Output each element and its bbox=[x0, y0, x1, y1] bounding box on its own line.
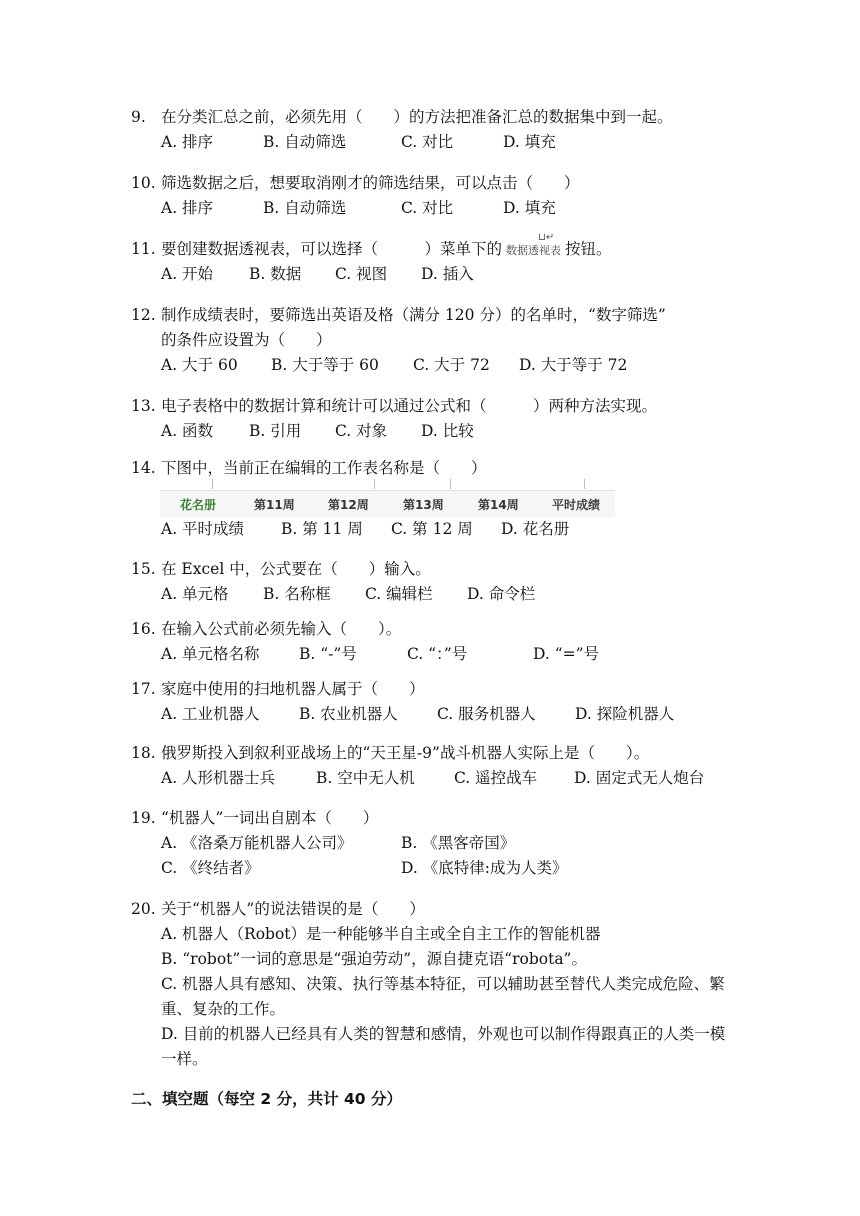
option-d: D. 插入 bbox=[421, 265, 474, 283]
option-d: D. 探险机器人 bbox=[575, 705, 675, 723]
section-title: 二、填空题（每空 2 分，共计 40 分） bbox=[131, 1090, 402, 1108]
options-row bbox=[131, 353, 741, 378]
option-a: A. 人形机器士兵 bbox=[161, 769, 276, 787]
option-b: B. 大于等于 60 bbox=[271, 356, 379, 374]
question-number: 13. bbox=[131, 397, 156, 415]
option-d: D. 比较 bbox=[421, 422, 474, 440]
question-stem-after: 按钮。 bbox=[565, 240, 612, 258]
option-b: B. “robot”一词的意思是“强迫劳动”，源自捷克语“robota”。 bbox=[161, 950, 587, 968]
option-c: C. 对比 bbox=[401, 199, 454, 217]
sheet-tab: 平时成绩 bbox=[552, 498, 601, 512]
options-row bbox=[131, 517, 741, 542]
option-a: A. 机器人（Robot）是一种能够半自主或全自主工作的智能机器 bbox=[161, 925, 601, 943]
option-a: A. 排序 bbox=[161, 133, 214, 151]
sheet-tab: 第13周 bbox=[403, 498, 444, 512]
question-number: 17. bbox=[131, 680, 156, 698]
option-a: A. 函数 bbox=[161, 422, 214, 440]
question-15 bbox=[131, 557, 741, 607]
question-number: 18. bbox=[131, 744, 156, 762]
options-row bbox=[131, 766, 741, 791]
pivot-table-glyph-icon: ⊔↵ bbox=[538, 231, 555, 243]
question-stem: 俄罗斯投入到叙利亚战场上的“天王星-9”战斗机器人实际上是（ ）。 bbox=[161, 744, 650, 762]
option-a: A. 大于 60 bbox=[161, 356, 238, 374]
options-row bbox=[131, 831, 741, 856]
option-c: C. 机器人具有感知、决策、执行等基本特征，可以辅助甚至替代人类完成危险、繁重、复杂的工作。 bbox=[161, 975, 725, 1018]
question-stem: 在 Excel 中，公式要在（ ）输入。 bbox=[161, 560, 431, 578]
sheet-tab: 花名册 bbox=[180, 498, 217, 512]
option-d: D. 填充 bbox=[503, 199, 556, 217]
option-a: A. 开始 bbox=[161, 265, 214, 283]
options-row bbox=[131, 196, 741, 221]
option-c: C. 对象 bbox=[335, 422, 388, 440]
question-19 bbox=[131, 806, 741, 881]
option-c: C. 《终结者》 bbox=[161, 859, 260, 877]
options-row bbox=[131, 419, 741, 444]
option-d: D. 填充 bbox=[503, 133, 556, 151]
option-b: B. 空中无人机 bbox=[316, 769, 415, 787]
question-20 bbox=[131, 897, 736, 1072]
sheet-tab: 第12周 bbox=[328, 498, 369, 512]
option-d: D. 花名册 bbox=[501, 520, 570, 538]
option-a: A. 平时成绩 bbox=[161, 520, 245, 538]
question-number: 16. bbox=[131, 620, 156, 638]
option-c: C. 服务机器人 bbox=[437, 705, 536, 723]
option-b: B. 《黑客帝国》 bbox=[401, 834, 516, 852]
question-stem-cont: 的条件应设置为（ ） bbox=[161, 331, 332, 349]
question-14-options bbox=[131, 517, 741, 542]
option-c: C. 对比 bbox=[401, 133, 454, 151]
option-d: D. “=”号 bbox=[533, 645, 600, 663]
question-14 bbox=[131, 456, 741, 481]
question-12 bbox=[131, 303, 741, 378]
option-b: B. 第 11 周 bbox=[281, 520, 363, 538]
option-b: B. “-”号 bbox=[299, 645, 357, 663]
option-c: C. 视图 bbox=[335, 265, 388, 283]
option-d: D. 命令栏 bbox=[467, 585, 536, 603]
option-c: C. “：”号 bbox=[407, 645, 468, 663]
question-17 bbox=[131, 677, 741, 727]
sheet-tab: 第11周 bbox=[254, 498, 295, 512]
option-d: D. 《底特律:成为人类》 bbox=[401, 859, 568, 877]
question-stem: 电子表格中的数据计算和统计可以通过公式和（ ）两种方法实现。 bbox=[161, 397, 658, 415]
option-a: A. 单元格 bbox=[161, 585, 229, 603]
question-13 bbox=[131, 394, 741, 444]
question-11 bbox=[131, 231, 741, 287]
question-number: 12. bbox=[131, 306, 156, 324]
question-9 bbox=[131, 105, 741, 155]
option-d: D. 固定式无人炮台 bbox=[574, 769, 705, 787]
question-stem: 在输入公式前必须先输入（ ）。 bbox=[161, 620, 402, 638]
question-stem: 关于“机器人”的说法错误的是（ ） bbox=[161, 900, 425, 918]
question-number: 20. bbox=[131, 900, 156, 918]
question-stem-before: 要创建数据透视表，可以选择（ ）菜单下的 bbox=[161, 240, 503, 258]
option-c: C. 大于 72 bbox=[413, 356, 490, 374]
question-stem: 筛选数据之后，想要取消刚才的筛选结果，可以点击（ ） bbox=[161, 174, 580, 192]
sheet-tabs-image bbox=[160, 490, 615, 517]
question-stem: “机器人”一词出自剧本（ ） bbox=[161, 809, 379, 827]
question-stem: 制作成绩表时，要筛选出英语及格（满分 120 分）的名单时，“数字筛选” bbox=[161, 306, 666, 324]
question-number: 10. bbox=[131, 174, 156, 192]
option-b: B. 农业机器人 bbox=[299, 705, 398, 723]
option-c: C. 第 12 周 bbox=[391, 520, 473, 538]
question-number: 9. bbox=[131, 108, 146, 126]
option-d: D. 大于等于 72 bbox=[519, 356, 628, 374]
question-18 bbox=[131, 741, 741, 791]
options-row bbox=[131, 130, 741, 155]
question-10 bbox=[131, 171, 741, 221]
pivot-table-label: 数据透视表 bbox=[506, 243, 562, 257]
sheet-tab: 第14周 bbox=[478, 498, 519, 512]
options-row bbox=[131, 702, 741, 727]
option-c: C. 遥控战车 bbox=[454, 769, 538, 787]
option-b: B. 名称框 bbox=[263, 585, 331, 603]
option-b: B. 数据 bbox=[249, 265, 302, 283]
question-stem: 在分类汇总之前，必须先用（ ）的方法把准备汇总的数据集中到一起。 bbox=[161, 108, 673, 126]
option-b: B. 自动筛选 bbox=[263, 133, 347, 151]
option-c: C. 编辑栏 bbox=[365, 585, 433, 603]
option-b: B. 自动筛选 bbox=[263, 199, 347, 217]
options-row bbox=[131, 642, 741, 667]
option-a: A. 排序 bbox=[161, 199, 214, 217]
option-d: D. 目前的机器人已经具有人类的智慧和感情，外观也可以制作得跟真正的人类一模一样。 bbox=[161, 1025, 726, 1068]
option-a: A. 单元格名称 bbox=[161, 645, 260, 663]
question-number: 15. bbox=[131, 560, 156, 578]
question-number: 11. bbox=[131, 240, 156, 258]
question-16 bbox=[131, 617, 741, 667]
option-a: A. 工业机器人 bbox=[161, 705, 260, 723]
question-stem: 下图中，当前正在编辑的工作表名称是（ ） bbox=[161, 459, 487, 477]
option-a: A. 《洛桑万能机器人公司》 bbox=[161, 834, 353, 852]
options-row bbox=[131, 582, 741, 607]
pivot-table-icon bbox=[504, 231, 563, 263]
question-number: 19. bbox=[131, 809, 156, 827]
options-row bbox=[131, 856, 741, 881]
question-number: 14. bbox=[131, 459, 156, 477]
option-b: B. 引用 bbox=[249, 422, 302, 440]
options-row bbox=[131, 262, 741, 287]
question-stem: 家庭中使用的扫地机器人属于（ ） bbox=[161, 680, 425, 698]
